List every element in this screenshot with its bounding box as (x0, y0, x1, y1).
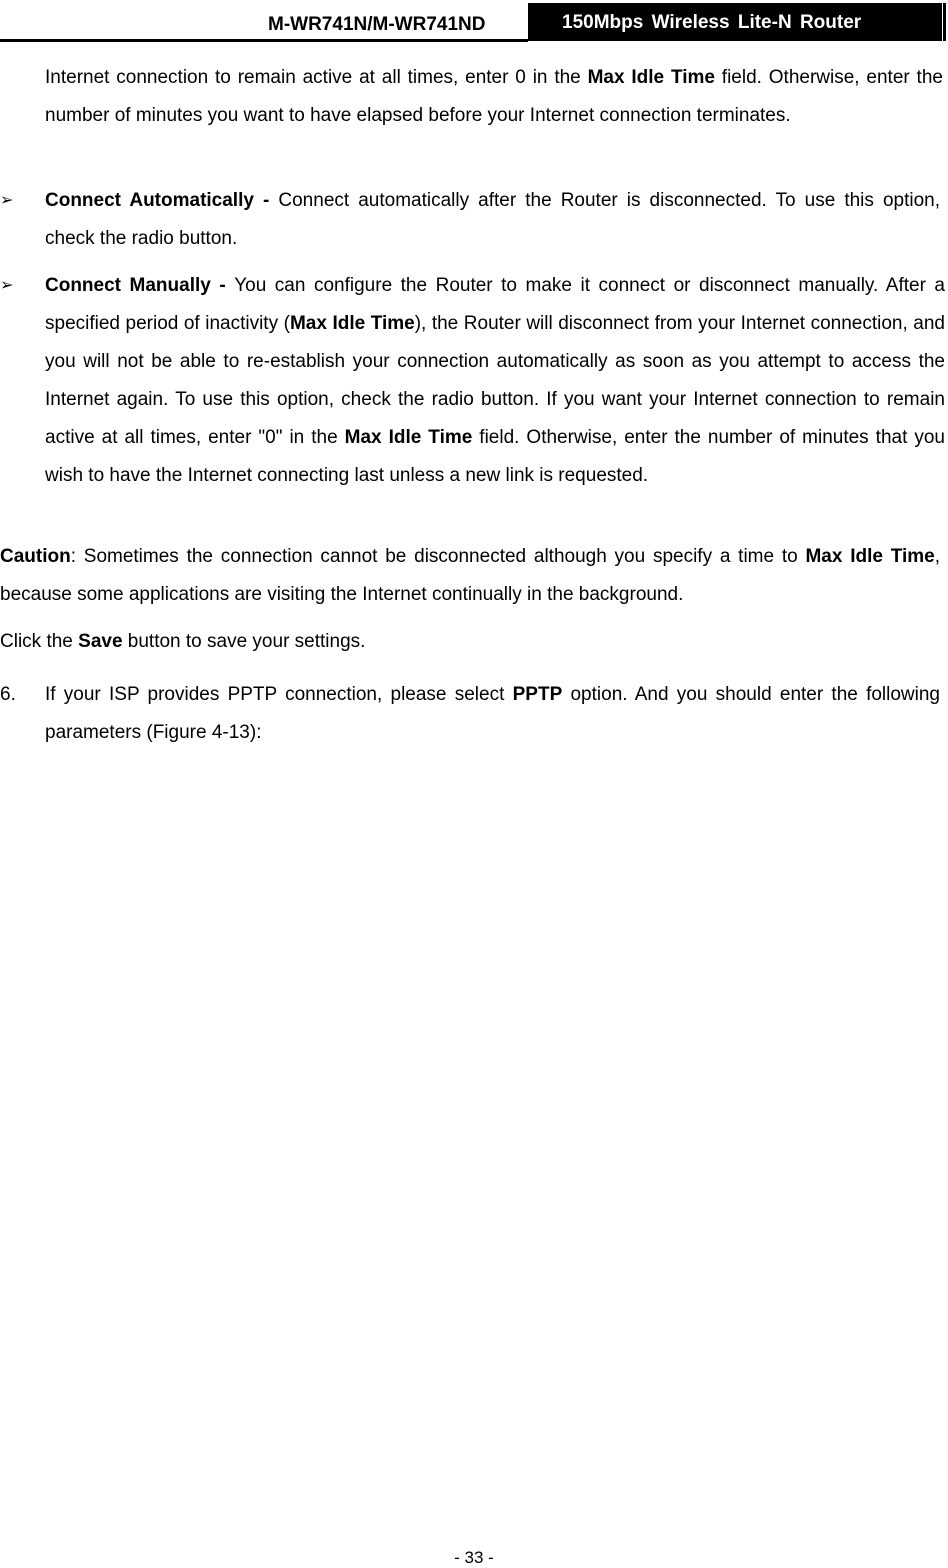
header-product: 150Mbps Wireless Lite-N Router (528, 3, 942, 41)
text: Connect automatically after the Router is disconnected. To use this option, check the radio button. (45, 190, 941, 249)
text: : Sometimes the connection cannot be disconnected although you specify a time to (70, 546, 806, 567)
paragraph-idle-time (45, 59, 943, 135)
text: field. Otherwise, enter the number of minutes that you wish to have the Internet connecting last unless a new link is requested. (45, 427, 945, 486)
header-model: M-WR741N/M-WR741ND (268, 14, 486, 35)
header-edge (943, 3, 946, 41)
paragraph-step-6 (45, 676, 940, 752)
text: Click the (0, 631, 79, 652)
text: , because some applications are visiting the Internet continually in the background. (0, 546, 940, 605)
paragraph-save (0, 623, 940, 661)
bold-term: Max Idle Time (289, 313, 415, 334)
bold-term: Max Idle Time (344, 427, 473, 448)
paragraph-connect-manually (45, 267, 945, 495)
bold-term: Connect Automatically - (45, 190, 279, 211)
bold-term: PPTP (512, 684, 563, 705)
page-number: - 33 - (454, 1548, 494, 1567)
bold-term: Max Idle Time (805, 546, 935, 567)
bold-term: Save (78, 631, 123, 652)
bold-term: Connect Manually - (45, 275, 235, 296)
text: ), the Router will disconnect from your Internet connection, and you will not be able to re-establish your connection automatically as soon as you attempt to access the Internet again. To use this option, check the radio button. If you want your Internet connection to remain active at all times, enter "0" in the (45, 313, 945, 448)
caution-label: Caution (0, 546, 71, 567)
page-header (0, 0, 948, 44)
paragraph-caution (0, 538, 940, 614)
bullet-arrow-icon: ➢ (0, 192, 14, 209)
text: Internet connection to remain active at all times, enter 0 in the (45, 67, 588, 88)
text: option. And you should enter the following parameters (Figure 4-13): (45, 684, 941, 743)
header-rule (0, 39, 528, 42)
text: button to save your settings. (122, 631, 366, 652)
text: You can configure the Router to make it connect or disconnect manually. After a specified period of inactivity ( (45, 275, 945, 334)
step-number: 6. (0, 684, 16, 705)
text: If your ISP provides PPTP connection, please select (45, 684, 513, 705)
bold-term: Max Idle Time (587, 67, 715, 88)
text: field. Otherwise, enter the number of minutes you want to have elapsed before your Internet connection terminates. (45, 67, 943, 126)
bullet-arrow-icon: ➢ (0, 277, 14, 294)
paragraph-connect-automatically (45, 182, 940, 258)
